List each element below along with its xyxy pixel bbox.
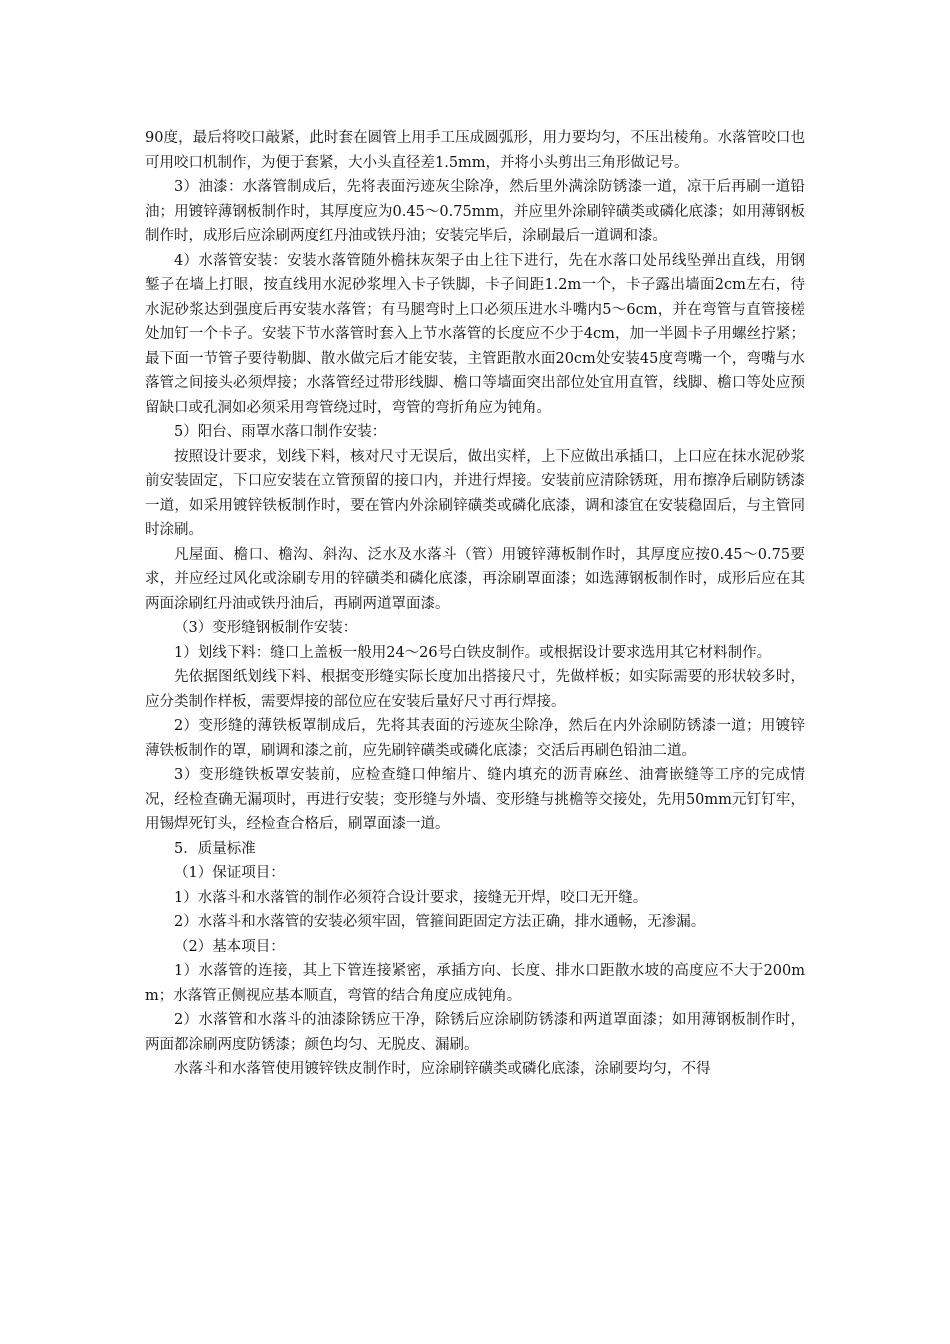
section-heading: （3）变形缝钢板制作安装： — [174, 620, 358, 636]
paragraph: 4）水落管安装：安装水落管随外檐抹灰架子由上往下进行，先在水落口处吊线坠弹出直线，用钢錾子在墙上打眼，按直线用水泥砂浆埋入卡子铁脚，卡子间距1.2m一个，卡子露出墙面2cm左右，待水泥砂浆达到强度后再安装水落管；有马腿弯时上口必须压进水斗嘴内5～6cm，并在弯管与直管接槎处加钉一个卡子。安装下节水落管时套入上节水落管的长度应不少于4cm，加一半圆卡子用螺丝拧紧；最下面一节管子要待勒脚、散水做完后才能安装，主管距散水面20cm处安装45度弯嘴一个，弯嘴与水落管之间接头必须焊接；水落管经过带形线脚、檐口等墙面突出部位处宜用直管，线脚、檐口等处应预留缺口或孔洞如必须采用弯管绕过时，弯管的弯折角应为钝角。 — [145, 252, 805, 416]
section-heading: （2）基本项目： — [174, 938, 285, 955]
paragraph: 2）水落管和水落斗的油漆除锈应干净，除锈后应涂刷防锈漆和两道罩面漆；如用薄钢板制作时，两面都涂刷两度防锈漆；颜色均匀、无脱皮、漏刷。 — [145, 1012, 805, 1053]
paragraph: 凡屋面、檐口、檐沟、斜沟、泛水及水落斗（管）用镀锌薄板制作时，其厚度应按0.45～0.75要求，并应经过风化或涂刷专用的锌磺类和磷化底漆，再涂刷罩面漆；如选薄钢板制作时，成形后应在其两面涂刷红丹油或铁丹油后，再刷两道罩面漆。 — [145, 546, 805, 612]
paragraph: 2）变形缝的薄铁板罩制成后，先将其表面的污迹灰尘除净，然后在内外涂刷防锈漆一道；用镀锌薄铁板制作的罩，刷调和漆之前，应先刷锌磺类或磷化底漆；交活后再刷色铅油二道。 — [145, 718, 805, 759]
section-heading: （1）保证项目： — [174, 865, 285, 881]
paragraph: 水落斗和水落管使用镀锌铁皮制作时，应涂刷锌磺类或磷化底漆，涂刷要均匀，不得 — [174, 1061, 711, 1077]
section-heading: 5．质量标准 — [174, 840, 256, 857]
paragraph: 3）油漆：水落管制成后，先将表面污迹灰尘除净，然后里外满涂防锈漆一道，凉干后再刷一道铅油；用镀锌薄钢板制作时，其厚度应为0.45～0.75mm，并应里外涂刷锌磺类或磷化底漆；如用薄钢板制作时，成形后应涂刷两度红丹油或铁丹油；安装完毕后，涂刷最后一道调和漆。 — [145, 179, 805, 244]
paragraph: 先依据图纸划线下料、根据变形缝实际长度加出搭接尺寸，先做样板；如实际需要的形状较多时，应分类制作样板，需要焊接的部位应在安装后量好尺寸再行焊接。 — [145, 669, 805, 710]
section-heading: 5）阳台、雨罩水落口制作安装： — [174, 424, 387, 440]
paragraph: 1）划线下料：缝口上盖板一般用24～26号白铁皮制作。或根据设计要求选用其它材料制作。 — [174, 644, 772, 661]
paragraph: 按照设计要求，划线下料，核对尺寸无误后，做出实样，上下应做出承插口，上口应在抹水泥砂浆前安装固定，下口应安装在立管预留的接口内，并进行焊接。安装前应清除锈斑，用布擦净后刷防锈漆一道，如采用镀锌铁板制作时，要在管内外涂刷锌磺类或磷化底漆，调和漆宜在安装稳固后，与主管同时涂刷。 — [145, 448, 805, 538]
paragraph: 1）水落管的连接，其上下管连接紧密，承插方向、长度、排水口距散水坡的高度应不大于200mm；水落管正侧视应基本顺直，弯管的结合角度应成钝角。 — [145, 963, 805, 1004]
paragraph: 1）水落斗和水落管的制作必须符合设计要求，接缝无开焊，咬口无开缝。 — [174, 889, 648, 906]
paragraph: 90度，最后将咬口敲紧，此时套在圆管上用手工压成圆弧形，用力要均匀，不压出棱角。水落管咬口也可用咬口机制作，为便于套紧，大小头直径差1.5mm，并将小头剪出三角形做记号。 — [145, 130, 805, 171]
document-page — [145, 126, 805, 1082]
paragraph: 2）水落斗和水落管的安装必须牢固，管箍间距固定方法正确，排水通畅，无渗漏。 — [174, 914, 706, 930]
paragraph: 3）变形缝铁板罩安装前，应检查缝口伸缩片、缝内填充的沥青麻丝、油膏嵌缝等工序的完成情况，经检查确无漏项时，再进行安装；变形缝与外墙、变形缝与挑檐等交接处，先用50mm元钉钉牢，用锡焊死钉头，经检查合格后，刷罩面漆一道。 — [145, 767, 805, 832]
